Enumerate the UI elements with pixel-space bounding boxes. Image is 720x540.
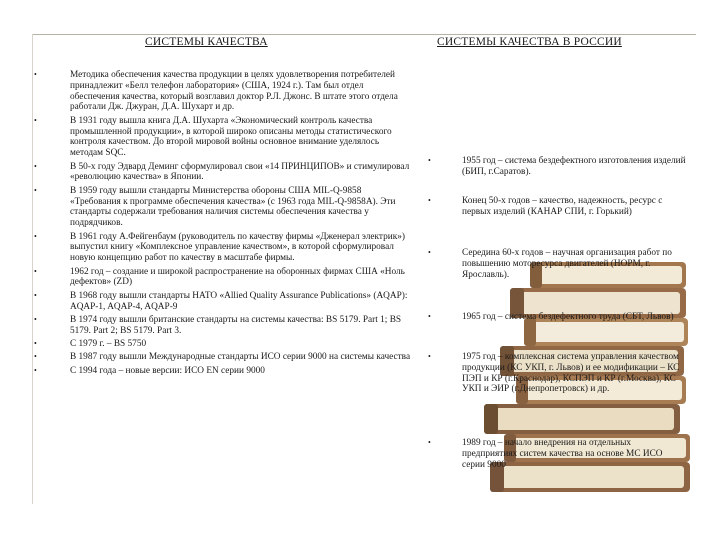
list-item bbox=[34, 352, 414, 363]
top-divider bbox=[32, 34, 696, 35]
list-item-text: 1962 год – создание и широкой распространение на оборонных фирмах США «Ноль дефектов» (ZD) bbox=[70, 266, 405, 288]
list-item-text: В 1961 году А.Фейгенбаум (руководитель по качеству фирмы «Дженерал электрик») выпустил книгу «Комплексное управление качеством», в которой сформулировал новую концепцию работ по качеству в масштабе фирмы. bbox=[70, 231, 405, 264]
list-item bbox=[34, 232, 414, 264]
list-item-text: 1965 год – система бездефектного труда (СБТ, Львов) bbox=[462, 312, 674, 322]
bullet-icon: • bbox=[34, 70, 37, 79]
list-item bbox=[34, 70, 414, 113]
list-item-text: В 50-х году Эдвард Деминг сформулировал свои «14 ПРИНЦИПОВ» и стимулировал «революцию качества» в Японии. bbox=[70, 161, 410, 183]
list-item bbox=[34, 315, 414, 337]
list-item-text: С 1994 года – новые версии: ИСО EN серии 9000 bbox=[70, 365, 265, 376]
bullet-icon: • bbox=[34, 365, 37, 375]
list-item bbox=[428, 156, 686, 178]
bullet-icon: • bbox=[428, 248, 431, 257]
list-item bbox=[428, 248, 686, 280]
left-column-title: СИСТЕМЫ КАЧЕСТВА bbox=[145, 36, 268, 48]
bullet-icon: • bbox=[34, 231, 37, 241]
list-item-text: 1955 год – система бездефектного изготовления изделий (БИП, г.Саратов). bbox=[462, 156, 686, 177]
list-item-text: Методика обеспечения качества продукции в целях удовлетворения потребителей принадлежит «Белл телефон лаборатория» (США, 1924 г.). Там был отдел обеспечения качества, который возглавил доктор Р.Л. Джонс. В штате этого отдела работали Дж. Джуран, Д.А. Шухарт и др. bbox=[70, 70, 398, 113]
list-item bbox=[34, 366, 414, 377]
list-item-text: 1975 год – комплексная система управления качеством продукции (КС УКП, г. Львов) и ее модификации – КС ПЭП и КР (г.Краснодар), КСПЭП и КР (г.Москва), КС УКП и ЭИР (г.Днепропетровск) и др. bbox=[462, 352, 680, 395]
list-item-text: В 1931 году вышла книга Д.А. Шухарта «Экономический контроль качества промышленной продукции», в которой широко описаны методы статистического контроля качеством. До второй мировой войны основное внимание уделялось методам SQC. bbox=[70, 115, 392, 159]
left-bullet-list bbox=[34, 70, 414, 379]
list-item-text: В 1959 году вышли стандарты Министерства обороны США MIL-Q-9858 «Требования к программе обеспечения качества» (с 1963 года MIL-Q-9858A). Эти стандарты содержали требования наличия системы обеспечения качества у подрядчиков. bbox=[70, 185, 396, 229]
list-item-text: В 1987 году вышли Международные стандарты ИСО серии 9000 на системы качества bbox=[70, 352, 411, 363]
bullet-icon: • bbox=[34, 290, 37, 300]
list-item bbox=[34, 186, 414, 229]
right-column-title: СИСТЕМЫ КАЧЕСТВА В РОССИИ bbox=[437, 36, 622, 48]
list-item bbox=[34, 339, 414, 350]
list-item bbox=[428, 438, 686, 470]
list-item-text: С 1979 г. – BS 5750 bbox=[70, 339, 147, 350]
list-item-text: В 1974 году вышли британские стандарты на системы качества: BS 5179. Part 1; BS 5179. Part 2; BS 5179. Part 3. bbox=[70, 314, 402, 336]
bullet-icon: • bbox=[34, 185, 37, 195]
bullet-icon: • bbox=[428, 438, 431, 447]
list-item-text: 1989 год – начало внедрения на отдельных предприятиях систем качества на основе МС ИСО серии 9000 bbox=[462, 438, 663, 470]
bullet-icon: • bbox=[428, 312, 431, 321]
bullet-icon: • bbox=[34, 115, 37, 125]
list-item bbox=[428, 352, 686, 395]
list-item-text: Конец 50-х годов – качество, надежность, ресурс с первых изделий (КАНАР СПИ, г. Горький) bbox=[462, 196, 663, 217]
list-item bbox=[34, 291, 414, 313]
left-divider bbox=[32, 34, 33, 504]
list-item bbox=[34, 267, 414, 289]
list-item bbox=[34, 116, 414, 159]
bullet-icon: • bbox=[34, 266, 37, 276]
bullet-icon: • bbox=[34, 352, 37, 362]
bullet-icon: • bbox=[428, 352, 431, 361]
list-item-text: В 1968 году вышли стандарты НАТО «Allied Quality Assurance Publications» (AQAP): AQAP-1, AQAP-4, AQAP-9 bbox=[70, 290, 408, 312]
list-item bbox=[34, 162, 414, 184]
list-item bbox=[428, 312, 686, 323]
list-item-text: Середина 60-х годов – научная организация работ по повышению моторесурса двигателей (НОРМ, г. Ярославль). bbox=[462, 248, 672, 280]
bullet-icon: • bbox=[428, 156, 431, 165]
bullet-icon: • bbox=[428, 196, 431, 205]
list-item bbox=[428, 196, 686, 218]
bullet-icon: • bbox=[34, 314, 37, 324]
bullet-icon: • bbox=[34, 161, 37, 171]
bullet-icon: • bbox=[34, 339, 37, 349]
